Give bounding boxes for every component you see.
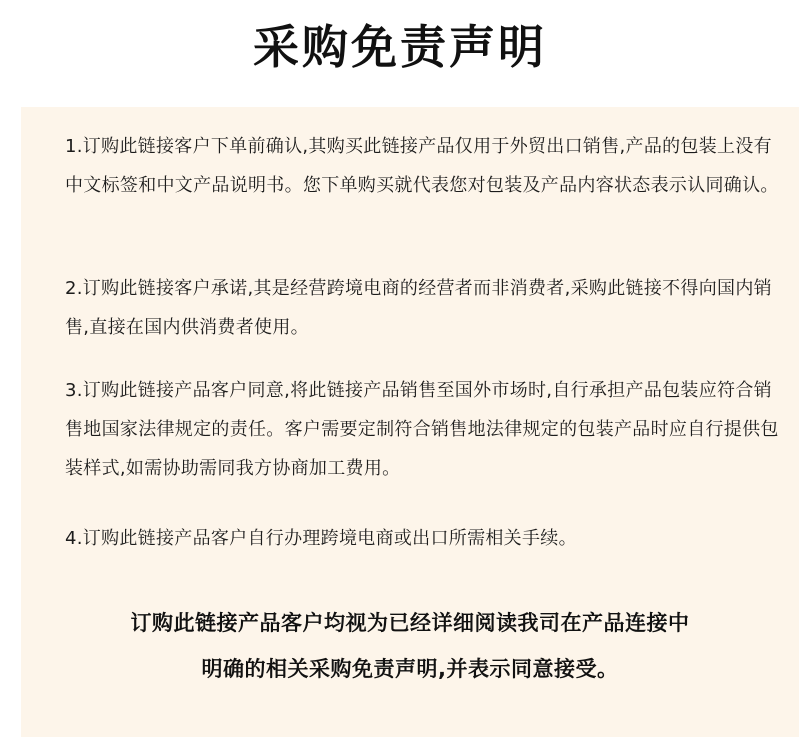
clause-1: 1.订购此链接客户下单前确认,其购买此链接产品仅用于外贸出口销售,产品的包装上没有中文标签和中文产品说明书。您下单购买就代表您对包装及产品内容状态表示认同确认。 bbox=[65, 136, 779, 196]
acceptance-line-2: 明确的相关采购免责声明,并表示同意接受。 bbox=[201, 657, 619, 681]
acceptance-line-1: 订购此链接产品客户均视为已经详细阅读我司在产品连接中 bbox=[130, 611, 690, 635]
clause-3: 3.订购此链接产品客户同意,将此链接产品销售至国外市场时,自行承担产品包装应符合销售地国家法律规定的责任。客户需要定制符合销售地法律规定的包装产品时应自行提供包装样式,如需协助需同我方协商加工费用。 bbox=[65, 380, 779, 479]
disclaimer-panel bbox=[21, 107, 799, 737]
acceptance-statement bbox=[21, 600, 799, 692]
clause-2: 2.订购此链接客户承诺,其是经营跨境电商的经营者而非消费者,采购此链接不得向国内销售,直接在国内供消费者使用。 bbox=[65, 278, 772, 338]
page-title: 采购免责声明 bbox=[253, 20, 547, 74]
clause-4: 4.订购此链接产品客户自行办理跨境电商或出口所需相关手续。 bbox=[65, 528, 577, 549]
